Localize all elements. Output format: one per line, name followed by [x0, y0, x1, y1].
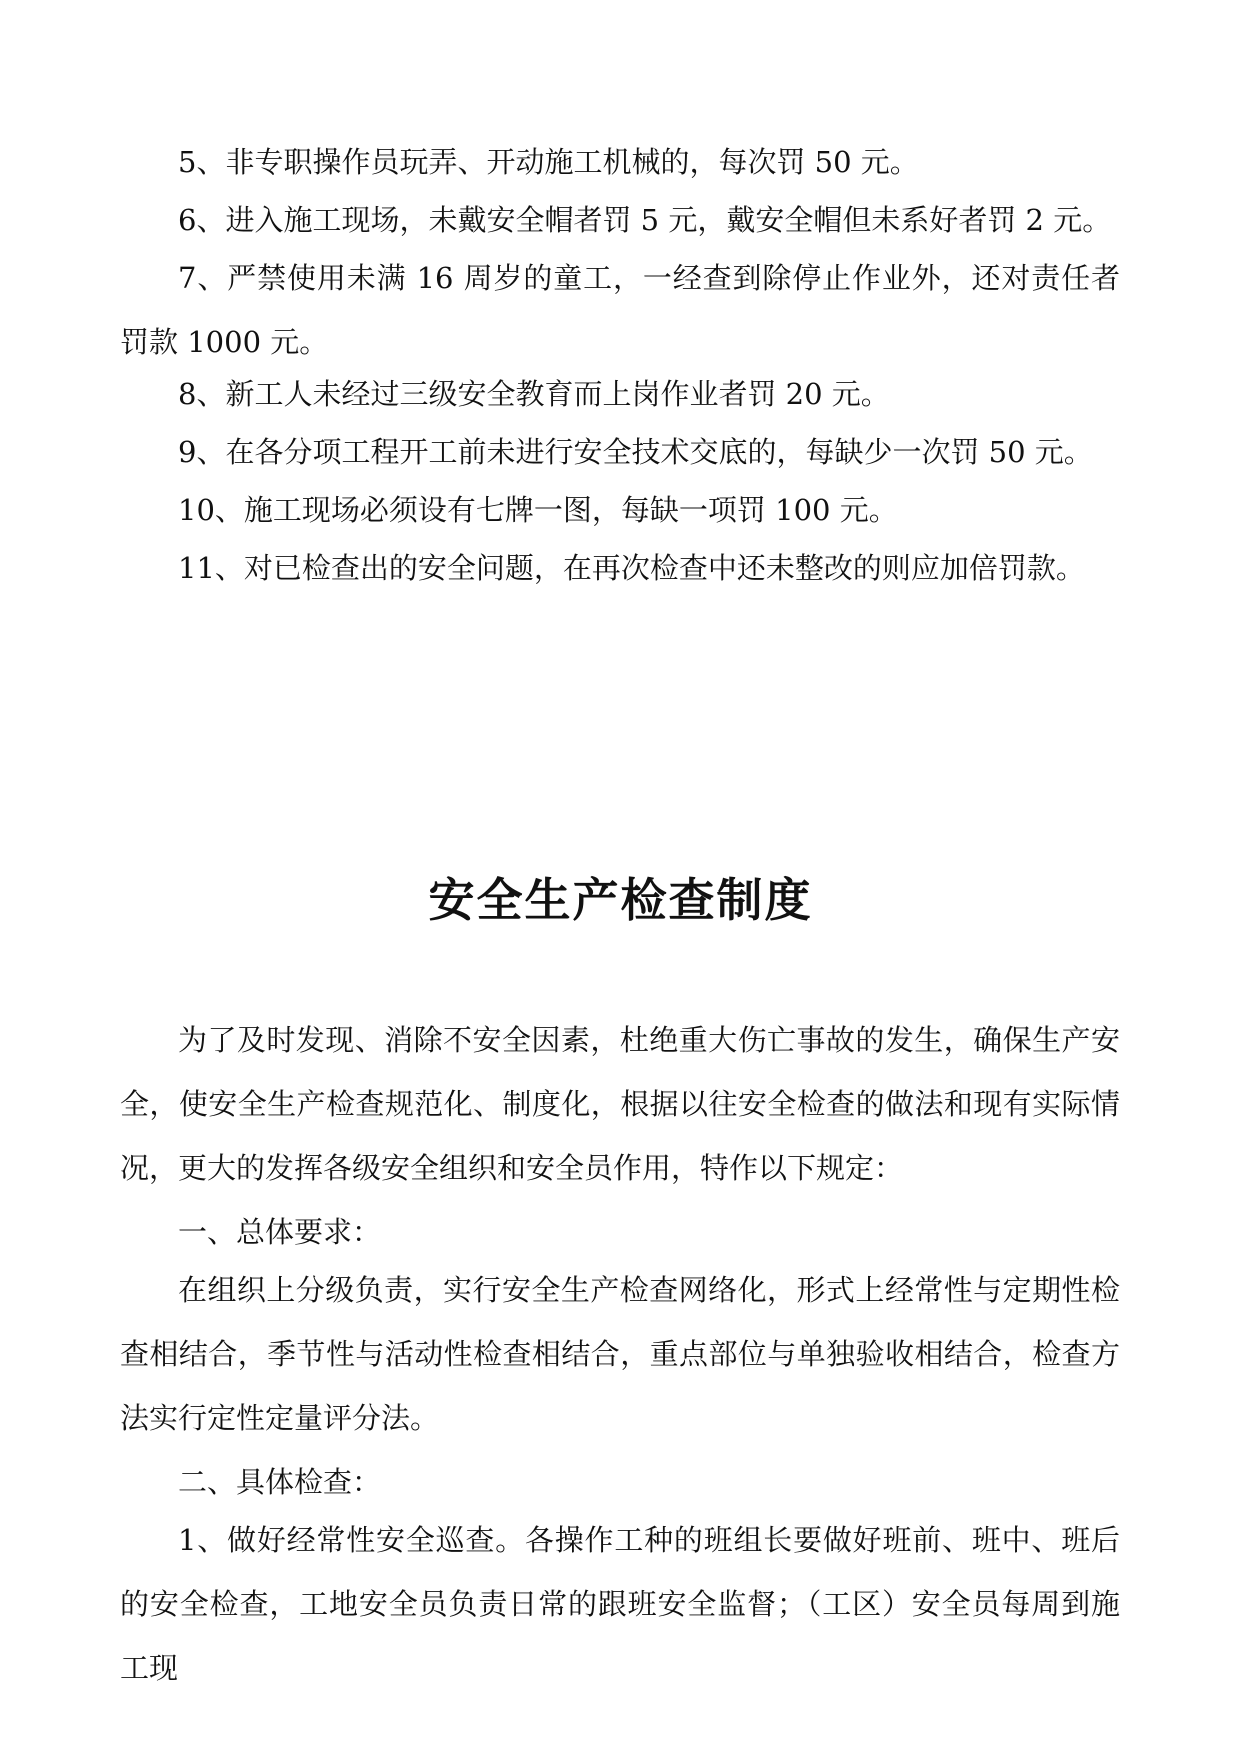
rule-7: 7、严禁使用未满 16 周岁的童工，一经查到除停止作业外，还对责任者罚款 1000 元。 — [120, 261, 1120, 359]
inspection-item-1: 1、做好经常性安全巡查。各操作工种的班组长要做好班前、班中、班后的安全检查，工地安全员负责日常的跟班安全监督；（工区）安全员每周到施工现 — [120, 1523, 1120, 1685]
section-title: 安全生产检查制度 — [428, 873, 813, 927]
rule-6: 6、进入施工现场，未戴安全帽者罚 5 元，戴安全帽但未系好者罚 2 元。 — [178, 203, 1112, 237]
intro-paragraph: 为了及时发现、消除不安全因素，杜绝重大伤亡事故的发生，确保生产安全，使安全生产检查规范化、制度化，根据以往安全检查的做法和现有实际情况，更大的发挥各级安全组织和安全员作用，特作以下规定： — [120, 1023, 1120, 1185]
rule-8: 8、新工人未经过三级安全教育而上岗作业者罚 20 元。 — [178, 377, 890, 411]
heading-general-requirements: 一、总体要求： — [178, 1215, 382, 1249]
rule-11: 11、对已检查出的安全问题，在再次检查中还未整改的则应加倍罚款。 — [178, 551, 1085, 585]
rule-5: 5、非专职操作员玩弄、开动施工机械的，每次罚 50 元。 — [178, 145, 919, 179]
general-requirements-paragraph: 在组织上分级负责，实行安全生产检查网络化，形式上经常性与定期性检查相结合，季节性与活动性检查相结合，重点部位与单独验收相结合，检查方法实行定性定量评分法。 — [120, 1273, 1120, 1435]
rule-9: 9、在各分项工程开工前未进行安全技术交底的，每缺少一次罚 50 元。 — [178, 435, 1093, 469]
heading-specific-inspection: 二、具体检查： — [178, 1465, 382, 1499]
rule-10: 10、施工现场必须设有七牌一图，每缺一项罚 100 元。 — [178, 493, 898, 527]
